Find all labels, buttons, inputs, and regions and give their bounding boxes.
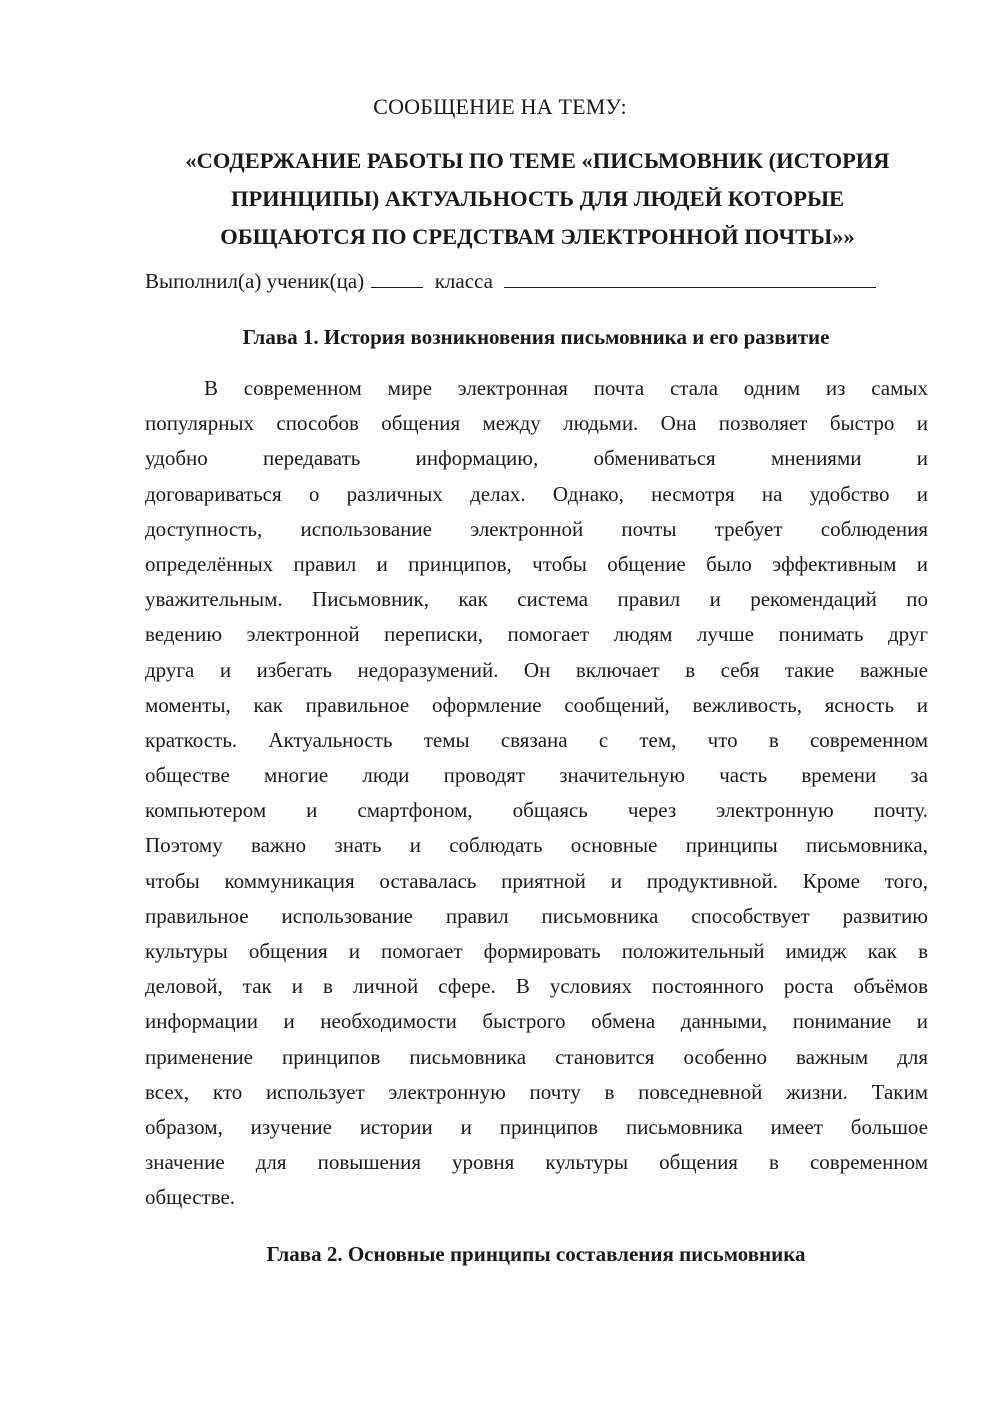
paragraph-line: популярных способов общения между людьми. Она позволяет быстро и (145, 411, 928, 436)
paragraph-line: договариваться о различных делах. Однако, несмотря на удобство и (145, 481, 928, 506)
paragraph-line: моменты, как правильное оформление сообщений, вежливость, ясность и (145, 692, 928, 717)
paragraph-line: определённых правил и принципов, чтобы общение было эффективным и (145, 551, 928, 576)
paragraph-line: Поэтому важно знать и соблюдать основные принципы письмовника, (145, 833, 928, 858)
paragraph-line: значение для повышения уровня культуры общения в современном (145, 1150, 928, 1175)
paragraph-line: применение принципов письмовника становится особенно важным для (145, 1044, 928, 1069)
document-title (110, 142, 965, 256)
author-line (145, 269, 945, 294)
paragraph-line: ведению электронной переписки, помогает людям лучше понимать друг (145, 622, 928, 647)
class-blank (371, 269, 423, 288)
author-prefix: Выполнил(а) ученик(ца) (145, 269, 365, 293)
paragraph-line: краткость. Актуальность темы связана с тем, что в современном (145, 727, 928, 752)
name-blank (504, 269, 876, 288)
paragraph-line: образом, изучение истории и принципов письмовника имеет большое (145, 1114, 928, 1139)
paragraph-line: правильное использование правил письмовника способствует развитию (145, 903, 928, 928)
document-title-line: ПРИНЦИПЫ) АКТУАЛЬНОСТЬ ДЛЯ ЛЮДЕЙ КОТОРЫЕ (230, 186, 845, 211)
chapter-1-heading: Глава 1. История возникновения письмовника и его развитие (242, 325, 830, 349)
paragraph-line: В современном мире электронная почта стала одним из самых (204, 376, 928, 400)
document-label: СООБЩЕНИЕ НА ТЕМУ: (373, 94, 627, 119)
paragraph-line: деловой, так и в личной сфере. В условиях постоянного роста объёмов (145, 974, 928, 999)
class-label: класса (434, 269, 493, 293)
paragraph-line: информации и необходимости быстрого обмена данными, понимание и (145, 1009, 928, 1034)
paragraph-line: компьютером и смартфоном, общаясь через электронную почту. (145, 798, 928, 823)
paragraph-line: уважительным. Письмовник, как система правил и рекомендаций по (145, 587, 928, 612)
paragraph-line: чтобы коммуникация оставалась приятной и продуктивной. Кроме того, (145, 868, 928, 893)
document-title-line: «СОДЕРЖАНИЕ РАБОТЫ ПО ТЕМЕ «ПИСЬМОВНИК (ИСТОРИЯ (185, 148, 890, 173)
paragraph-line: обществе многие люди проводят значительную часть времени за (145, 763, 928, 788)
chapter-1-body (145, 371, 928, 1216)
paragraph-line: обществе. (145, 1185, 236, 1210)
paragraph-line: доступность, использование электронной почты требует соблюдения (145, 516, 928, 541)
paragraph-line: друга и избегать недоразумений. Он включает в себя такие важные (145, 657, 928, 682)
paragraph-line: культуры общения и помогает формировать положительный имидж как в (145, 939, 928, 963)
document-title-line: ОБЩАЮТСЯ ПО СРЕДСТВАМ ЭЛЕКТРОННОЙ ПОЧТЫ»» (220, 224, 855, 249)
paragraph-line: удобно передавать информацию, обмениваться мнениями и (145, 446, 928, 471)
chapter-2-heading: Глава 2. Основные принципы составления письмовника (266, 1242, 806, 1266)
paragraph-line: всех, кто использует электронную почту в повседневной жизни. Таким (145, 1079, 928, 1104)
